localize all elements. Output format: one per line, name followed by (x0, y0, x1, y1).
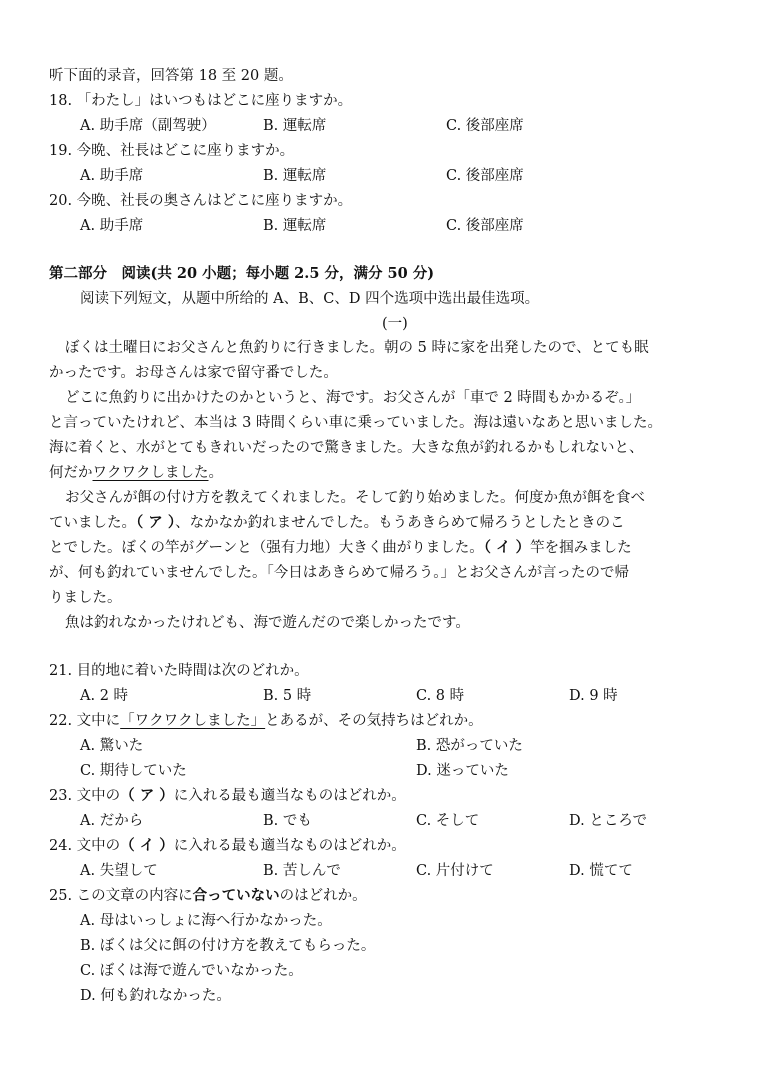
passage-line: と言っていたけれど、本当は 3 時間くらい車に乗っていました。海は遠いなあと思いました。 (49, 415, 662, 431)
option-a: A. 助手席（副驾驶） (80, 118, 216, 134)
question-text: 文中の (76, 788, 121, 804)
question-23 (49, 786, 406, 806)
passage-line: お父さんが餌の付け方を教えてくれました。そして釣り始めました。何度か魚が餌を食べ (65, 490, 645, 506)
passage-line: かったです。お母さんは家で留守番でした。 (49, 365, 338, 381)
question-text: に入れる最も適当なものはどれか。 (173, 788, 406, 804)
passage-line: りました。 (49, 590, 122, 606)
question-text: 文中の (76, 838, 121, 854)
option-a: A. 2 時 (80, 688, 129, 704)
blank-a: （ ア ） (136, 514, 176, 531)
question-24 (49, 836, 406, 856)
passage-line (49, 513, 625, 533)
question-number: 20. (49, 193, 73, 209)
passage-line (49, 538, 632, 558)
option-b: B. 運転席 (263, 118, 327, 134)
option-d: D. 何も釣れなかった。 (80, 988, 231, 1004)
option-d: D. 迷っていた (416, 763, 509, 779)
question-number: 24. (49, 838, 73, 854)
option-a: A. 驚いた (80, 738, 144, 754)
blank-a: （ ア ） (120, 787, 174, 804)
underlined-phrase: 「ワクワクしました」 (120, 713, 266, 729)
option-c: C. ぼくは海で遊んでいなかった。 (80, 963, 303, 979)
blank-i: （ イ ） (120, 837, 174, 854)
option-a: A. 助手席 (80, 168, 144, 184)
passage-text: 何だか (49, 465, 93, 481)
option-c: C. 後部座席 (446, 218, 524, 234)
passage-line (49, 463, 223, 483)
listening-intro: 听下面的录音，回答第 18 至 20 题。 (49, 68, 293, 84)
question-number: 25. (49, 888, 73, 904)
option-c: C. 後部座席 (446, 118, 524, 134)
section-title: 第二部分 阅读(共 20 小题；每小题 2.5 分，满分 50 分) (49, 265, 435, 282)
passage-line: ぼくは土曜日にお父さんと魚釣りに行きました。朝の 5 時に家を出発したので、とても眠 (65, 340, 649, 356)
passage-text: 、なかなか釣れませんでした。もうあきらめて帰ろうとしたときのこ (175, 515, 625, 531)
blank-i: （ イ ） (483, 539, 531, 556)
passage-line: 海に着くと、水がとてもきれいだったので驚きました。大きな魚が釣れるかもしれないと、 (49, 440, 644, 456)
option-b: B. ぼくは父に餌の付け方を教えてもらった。 (80, 938, 376, 954)
option-b: B. 5 時 (263, 688, 312, 704)
question-number: 22. (49, 713, 73, 729)
question-text: とあるが、その気持ちはどれか。 (265, 713, 483, 729)
question-text: 今晩、社長はどこに座りますか。 (76, 143, 295, 159)
option-b: B. 恐がっていた (416, 738, 523, 754)
question-19 (49, 141, 294, 161)
passage-line: が、何も釣れていませんでした。「今日はあきらめて帰ろう。」とお父さんが言ったので帰 (49, 565, 629, 581)
option-a: A. だから (80, 813, 144, 829)
question-18 (49, 91, 352, 111)
question-text: のはどれか。 (279, 888, 367, 904)
option-d: D. 9 時 (569, 688, 618, 704)
question-number: 23. (49, 788, 73, 804)
passage-text: 竿を掴みました (530, 540, 632, 556)
option-b: B. 運転席 (263, 168, 327, 184)
passage-text: とでした。ぼくの竿がグーンと（强有力地）大きく曲がりました。 (49, 540, 484, 556)
option-a: A. 助手席 (80, 218, 144, 234)
question-number: 19. (49, 143, 73, 159)
question-text: に入れる最も適当なものはどれか。 (173, 838, 406, 854)
passage-line: 魚は釣れなかったけれども、海で遊んだので楽しかったです。 (65, 615, 470, 631)
option-b: B. 苦しんで (263, 863, 341, 879)
question-number: 18. (49, 93, 73, 109)
passage-number: (一) (382, 316, 408, 332)
question-text: 「わたし」はいつもはどこに座りますか。 (76, 93, 353, 109)
question-text: 文中に (76, 713, 121, 729)
question-number: 21. (49, 663, 73, 679)
option-a: A. 失望して (80, 863, 158, 879)
question-22 (49, 711, 483, 731)
option-d: D. 慌てて (569, 863, 633, 879)
option-a: A. 母はいっしょに海へ行かなかった。 (80, 913, 332, 929)
option-c: C. 期待していた (80, 763, 187, 779)
emphasized-phrase: 合っていない (192, 887, 280, 904)
option-c: C. 片付けて (416, 863, 494, 879)
option-d: D. ところで (569, 813, 648, 829)
passage-text: ていました。 (49, 515, 136, 531)
question-text: この文章の内容に (76, 888, 193, 904)
passage-line: どこに魚釣りに出かけたのかというと、海です。お父さんが「車で 2 時間もかかるぞ。」 (65, 390, 641, 406)
passage-text: 。 (208, 465, 223, 481)
underlined-phrase: ワクワクしました (92, 465, 209, 481)
question-21 (49, 661, 309, 681)
question-25 (49, 886, 367, 906)
option-c: C. 8 時 (416, 688, 465, 704)
question-text: 今晩、社長の奥さんはどこに座りますか。 (76, 193, 353, 209)
option-c: C. 後部座席 (446, 168, 524, 184)
question-text: 目的地に着いた時間は次のどれか。 (76, 663, 309, 679)
option-b: B. 運転席 (263, 218, 327, 234)
question-20 (49, 191, 352, 211)
option-b: B. でも (263, 813, 312, 829)
section-instruction: 阅读下列短文，从题中所给的 A、B、C、D 四个选项中选出最佳选项。 (80, 291, 540, 307)
option-c: C. そして (416, 813, 480, 829)
